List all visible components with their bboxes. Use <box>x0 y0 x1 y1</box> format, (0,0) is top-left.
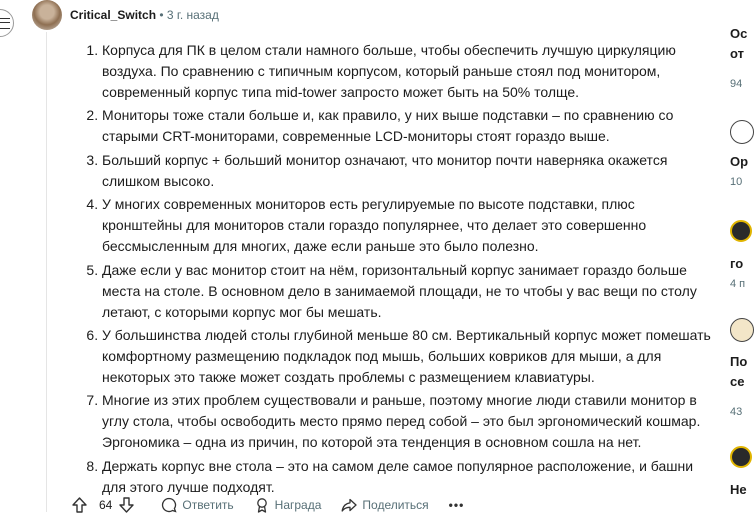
reply-button[interactable] <box>161 497 233 513</box>
sidebar-community-icon <box>730 446 752 468</box>
reply-label: Ответить <box>182 498 234 512</box>
sidebar-post[interactable] <box>730 254 745 290</box>
thread-line[interactable] <box>46 32 47 512</box>
meta-separator: • <box>159 8 164 22</box>
sidebar-post-title: Oc <box>730 26 748 41</box>
comment-meta <box>70 8 219 22</box>
list-item: 5. Даже если у вас монитор стоит на нём, горизонтальный корпус занимает гораздо больше места на столе. В основном дело в занимаемой площади, не то чтобы у вас вещи по столу летают, с которыми корпус мог бы мешать. <box>102 260 712 323</box>
list-item: 1. Корпуса для ПК в целом стали намного больше, чтобы обеспечить лучшую циркуляцию воздуха. По сравнению с типичным корпусом, который раньше стоял под монитором, современный корпус типа mid-tower запросто может быть на 50% толще. <box>102 40 712 103</box>
sidebar-post-count: 4 п <box>730 278 746 290</box>
share-label: Поделиться <box>362 498 429 512</box>
list-item: 4. У многих современных мониторов есть регулируемые по высоте подставки, плюс кронштейны для мониторов стали гораздо популярнее, что делает это совершенно бессмысленным для многих, даже если раньше это было полезно. <box>102 194 712 257</box>
sidebar-post-title-line2: от <box>730 46 744 61</box>
sidebar-post-title: Op <box>730 154 749 169</box>
vote-group <box>72 497 139 513</box>
list-item: 7. Многие из этих проблем существовали и раньше, поэтому многие люди ставили монитор в углу стола, чтобы освободить место прямо перед собой – это был эргономический кошмар. Эргономика – одна из причин, по которой эта тенденция в основном сошла на нет. <box>102 390 712 453</box>
author-link[interactable]: Critical_Switch <box>70 8 157 22</box>
sidebar-community-icon <box>730 220 752 242</box>
sidebar-post[interactable] <box>730 152 748 188</box>
sidebar-post-title-line2: се <box>730 374 745 389</box>
upvote-button[interactable] <box>72 497 92 513</box>
downvote-arrow-icon <box>119 497 134 513</box>
list-item: 8. Держать корпус вне стола – это на самом деле самое популярное расположение, и башни для этого лучше подходят. <box>102 456 712 498</box>
sidebar-post[interactable] <box>730 24 747 90</box>
sidebar-community-icon <box>730 120 754 144</box>
award-label: Награда <box>274 498 322 512</box>
sidebar-post-count: 10 <box>730 176 743 188</box>
sidebar-post[interactable] <box>730 352 747 418</box>
list-item: 6. У большинства людей столы глубиной меньше 80 см. Вертикальный корпус может помешать комфортному размещению подкладок под мышь, больших ковриков для мыши, а для некоторых это также может создать проблемы с размещением клавиатуры. <box>102 325 712 388</box>
downvote-button[interactable] <box>119 497 139 513</box>
award-icon <box>254 497 270 513</box>
avatar[interactable] <box>32 0 62 30</box>
comment-time: 3 г. назад <box>166 8 219 22</box>
more-options-icon[interactable]: ••• <box>448 498 465 512</box>
upvote-arrow-icon <box>72 497 87 513</box>
list-item: 3. Больший корпус + больший монитор означают, что монитор почти наверняка окажется слишком высоко. <box>102 150 712 192</box>
vote-count: 64 <box>99 498 113 512</box>
sidebar-post-count: 43 <box>730 406 743 418</box>
comment-body-list <box>82 40 712 500</box>
award-button[interactable] <box>254 497 322 513</box>
sidebar-post-count: 94 <box>730 78 743 90</box>
sidebar-post-title: По <box>730 354 748 369</box>
sidebar-post-title: Не <box>730 482 747 497</box>
share-button[interactable] <box>341 497 428 513</box>
sidebar-community-icon <box>730 318 754 342</box>
comment-actions <box>72 496 464 514</box>
share-icon <box>341 497 357 513</box>
sidebar-post-title: го <box>730 256 744 271</box>
related-sidebar <box>730 0 749 512</box>
sidebar-post[interactable] <box>730 480 747 500</box>
comment-bubble-icon <box>161 497 177 513</box>
menu-button[interactable] <box>0 9 14 37</box>
menu-icon <box>0 18 10 29</box>
list-item: 2. Мониторы тоже стали больше и, как правило, у них выше подставки – по сравнению со старыми CRT-мониторами, современные LCD-мониторы стоят гораздо выше. <box>102 105 712 147</box>
